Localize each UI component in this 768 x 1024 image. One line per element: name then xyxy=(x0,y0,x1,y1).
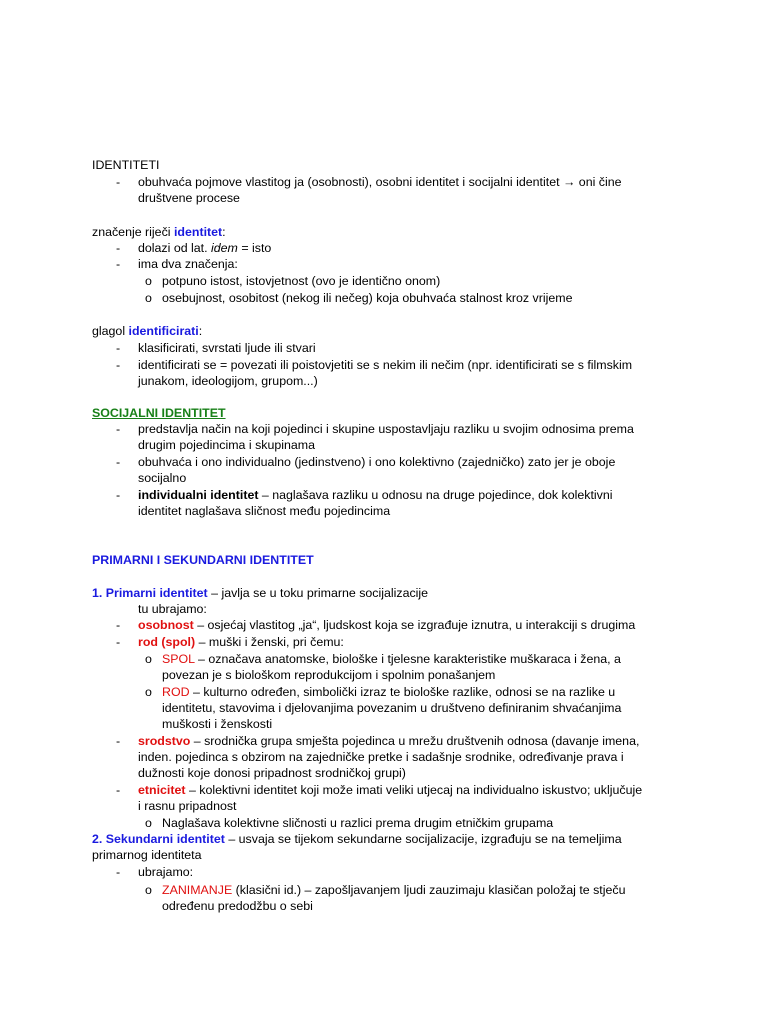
bullet-dash: - xyxy=(116,783,121,797)
bullet-text: junakom, ideologijom, grupom...) xyxy=(138,374,318,388)
section-title-primarni-sekundarni: PRIMARNI I SEKUNDARNI IDENTITET xyxy=(92,553,314,567)
heading-text: značenje riječi xyxy=(92,225,174,239)
sub-bullet-text: identitetu, stavovima i djelovanjima povezanim u društveno definiranim shvaćanjima xyxy=(162,701,622,715)
circle-bullet: o xyxy=(145,816,152,830)
bullet-text: i rasnu pripadnost xyxy=(138,799,237,813)
bullet-text: društvene procese xyxy=(138,191,240,205)
bullet-text: obuhvaća i ono individualno (jedinstveno) i ono kolektivno (zajedničko) zato jer je oboje xyxy=(138,455,616,469)
text: primarnog identiteta xyxy=(92,848,202,862)
sub-bullet-text: potpuno istost, istovjetnost (ovo je identično onom) xyxy=(162,274,441,288)
text: – kulturno određen, simbolički izraz te biološke razlike, odnosi se na razlike u xyxy=(189,685,616,699)
sub-bullet-text xyxy=(162,684,615,700)
term-rod: ROD xyxy=(162,685,190,699)
section-title-socijalni: SOCIJALNI IDENTITET xyxy=(92,406,226,420)
term-sekundarni: 2. Sekundarni identitet xyxy=(92,832,225,846)
bullet-text xyxy=(138,487,613,503)
bullet-text: inden. pojedinca s obzirom na zajedničke pretke i sadašnje srodnike, određivanje prava i xyxy=(138,750,624,764)
bullet-text: predstavlja način na koji pojedinci i skupine uspostavljaju razliku u svojim odnosima prema xyxy=(138,422,634,436)
sub-bullet-text: povezan je s biološkom reprodukcijom i spolnim ponašanjem xyxy=(162,668,496,682)
text: tu ubrajamo: xyxy=(138,602,207,616)
bullet-dash: - xyxy=(116,865,121,879)
bullet-text xyxy=(138,617,635,633)
bullet-text: identitet naglašava sličnost među pojedincima xyxy=(138,504,391,518)
bullet-text xyxy=(138,782,642,798)
bullet-dash: - xyxy=(116,257,121,271)
bullet-text: ubrajamo: xyxy=(138,865,194,879)
text: dolazi od lat. xyxy=(138,241,212,255)
text: – muški i ženski, pri čemu: xyxy=(195,635,344,649)
bullet-text: obuhvaća pojmove vlastitog ja (osobnosti), osobni identitet i socijalni identitet → oni čine xyxy=(138,175,622,189)
circle-bullet: o xyxy=(145,685,152,699)
term-individualni: individualni identitet xyxy=(138,488,259,502)
text: = isto xyxy=(237,241,272,255)
bullet-dash: - xyxy=(116,175,121,189)
bullet-dash: - xyxy=(116,358,121,372)
text: – kolektivni identitet koji može imati veliki utjecaj na individualno iskustvo; uključuje xyxy=(185,783,643,797)
heading-znacenje xyxy=(92,224,226,240)
text: – javlja se u toku primarne socijalizacije xyxy=(207,586,429,600)
sub-bullet-text: muškosti i ženskosti xyxy=(162,717,273,731)
bullet-dash: - xyxy=(116,618,121,632)
term-identificirati: identificirati xyxy=(128,324,199,338)
bullet-dash: - xyxy=(116,734,121,748)
sub-bullet-text xyxy=(162,651,621,667)
sekundarni-heading xyxy=(92,831,622,847)
circle-bullet: o xyxy=(145,883,152,897)
bullet-text xyxy=(138,634,344,650)
bullet-dash: - xyxy=(116,455,121,469)
sub-bullet-text: određenu predodžbu o sebi xyxy=(162,899,313,913)
section-title-identiteti: IDENTITETI xyxy=(92,158,160,172)
circle-bullet: o xyxy=(145,274,152,288)
term-osobnost: osobnost xyxy=(138,618,194,632)
bullet-text: ima dva značenja: xyxy=(138,257,238,271)
term-spol: SPOL xyxy=(162,652,195,666)
bullet-dash: - xyxy=(116,341,121,355)
circle-bullet: o xyxy=(145,291,152,305)
bullet-dash: - xyxy=(116,422,121,436)
sub-bullet-text xyxy=(162,882,625,898)
term-primarni: 1. Primarni identitet xyxy=(92,586,208,600)
bullet-text: dužnosti koje donosi pripadnost srodničkoj grupi) xyxy=(138,766,406,780)
term-identitet: identitet xyxy=(173,225,223,239)
bullet-dash: - xyxy=(116,241,121,255)
text: (klasični id.) – zapošljavanjem ljudi zauzimaju klasičan položaj te stječu xyxy=(232,883,626,897)
term-zanimanje: ZANIMANJE xyxy=(162,883,233,897)
sub-bullet-text: Naglašava kolektivne sličnosti u razlici prema drugim etničkim grupama xyxy=(162,816,554,830)
term-etnicitet: etnicitet xyxy=(138,783,186,797)
text: – srodnička grupa smješta pojedinca u mrežu društvenih odnosa (davanje imena, xyxy=(190,734,640,748)
bullet-text: identificirati se = povezati ili poistovjetiti se s nekim ili nečim (npr. identificirati se s filmskim xyxy=(138,358,633,372)
bullet-text xyxy=(138,240,271,256)
term-srodstvo: srodstvo xyxy=(138,734,191,748)
bullet-text: klasificirati, svrstati ljude ili stvari xyxy=(138,341,316,355)
term-rod-spol: rod (spol) xyxy=(138,635,196,649)
bullet-text: socijalno xyxy=(138,471,187,485)
text: – osjećaj vlastitog „ja“, ljudskost koja se izgrađuje iznutra, u interakciji s drugima xyxy=(193,618,636,632)
bullet-dash: - xyxy=(116,635,121,649)
text: – naglašava razliku u odnosu na druge pojedince, dok kolektivni xyxy=(258,488,613,502)
heading-colon: : xyxy=(198,324,203,338)
latin-word: idem xyxy=(211,241,238,255)
heading-text: glagol xyxy=(92,324,129,338)
text: – označava anatomske, biološke i tjelesne karakteristike muškaraca i žena, a xyxy=(194,652,621,666)
heading-colon: : xyxy=(222,225,226,239)
bullet-text xyxy=(138,733,639,749)
primarni-heading xyxy=(92,585,428,601)
heading-glagol xyxy=(92,323,202,339)
circle-bullet: o xyxy=(145,652,152,666)
bullet-dash: - xyxy=(116,488,121,502)
text: – usvaja se tijekom sekundarne socijalizacije, izgrađuju se na temeljima xyxy=(224,832,622,846)
bullet-text: drugim pojedincima i skupinama xyxy=(138,438,315,452)
sub-bullet-text: osebujnost, osobitost (nekog ili nečeg) koja obuhvaća stalnost kroz vrijeme xyxy=(162,291,573,305)
